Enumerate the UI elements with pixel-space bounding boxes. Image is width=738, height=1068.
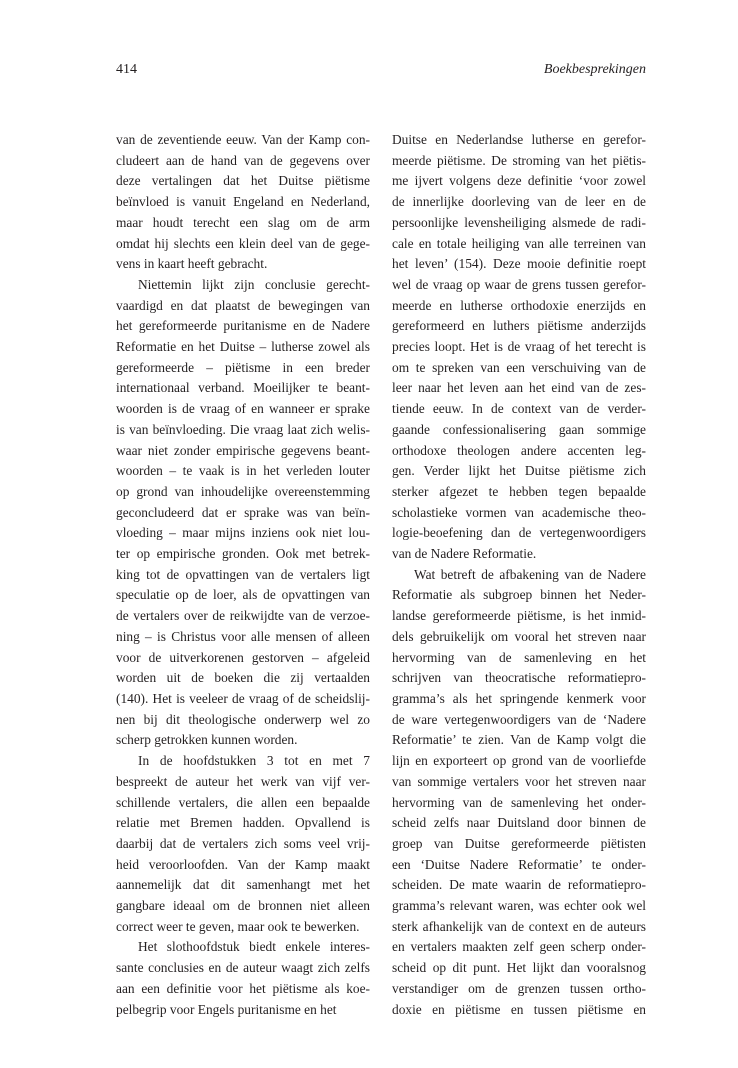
text-line: woorden is de vraag of en wanneer er sprake <box>116 401 370 417</box>
text-line: Het slothoofdstuk biedt enkele interes- <box>138 939 370 955</box>
text-line: nen bij dit theologische onderwerp wel zo <box>116 711 370 727</box>
text-line: het leven’ (154). Deze mooie definitie roept <box>392 256 646 272</box>
text-line: voor de uitverkorenen gestorven – afgeleid <box>116 649 370 665</box>
text-line: om te spreken van een verschuiving van de <box>392 359 646 375</box>
paragraph <box>116 751 370 937</box>
text-line: bespreekt de auteur het werk van vijf ver- <box>116 773 370 789</box>
text-line: pelbegrip voor Engels puritanisme en het <box>116 1001 337 1017</box>
text-line: wel de vraag op waar de grens tussen gerefor- <box>392 276 646 292</box>
text-line: verstandiger om de grenzen tussen ortho- <box>392 980 646 996</box>
text-line: gaande confessionalisering gaan sommige <box>392 421 646 437</box>
text-line: schillende vertalers, die allen een bepaalde <box>116 794 370 810</box>
text-line: tiende eeuw. In de context van de verder- <box>392 401 646 417</box>
text-line: dels gebruikelijk om vooral het streven naar <box>392 628 646 644</box>
text-line: de ware vertegenwoordigers van de ‘Nadere <box>392 711 646 727</box>
paragraph <box>392 130 646 565</box>
left-column <box>116 130 370 1020</box>
text-line: persoonlijke levensheiliging alsmede de radi- <box>392 214 646 230</box>
text-line: king tot de opvattingen van de vertalers ligt <box>116 566 370 582</box>
text-line: het gereformeerde puritanisme en de Nadere <box>116 318 370 334</box>
text-line: Wat betreft de afbakening van de Nadere <box>414 566 646 582</box>
text-line: gangbare ideaal om de bronnen niet alleen <box>116 898 370 914</box>
text-line: scheiden. De mate waarin de reformatiepro- <box>392 877 646 893</box>
text-line: de vertalers over de reikwijdte van de verzoe- <box>116 608 370 624</box>
text-line: beïnvloed is vanuit Engeland en Nederland, <box>116 194 370 210</box>
text-line: ning – is Christus voor alle mensen of alleen <box>116 628 370 644</box>
text-line: Reformatie en het Duitse – lutherse zowel als <box>116 339 370 355</box>
text-line: ter op empirische gronden. Ook met betrek- <box>116 546 370 562</box>
text-line: correct weer te geven, maar ook te bewerken. <box>116 918 360 934</box>
page-number: 414 <box>116 62 137 77</box>
text-line: Reformatie’ te zien. Van de Kamp volgt die <box>392 732 646 748</box>
text-line: de innerlijke doorleving van de leer en de <box>392 194 646 210</box>
text-line: gramma’s als het springende kenmerk voor <box>392 690 646 706</box>
text-line: daarbij dat de vertalers zich soms veel vrij- <box>116 835 370 851</box>
text-line: vaardigd en dat plaatst de bewegingen van <box>116 297 370 313</box>
text-line: sterk afhankelijk van de context en de auteurs <box>392 918 646 934</box>
text-line: worden uit de boeken die zij vertaalden <box>116 670 370 686</box>
text-line: heid veroorloofden. Van der Kamp maakt <box>116 856 370 872</box>
text-line: meerde piëtisme. De stroming van het piëtis- <box>392 152 646 168</box>
paragraph <box>116 275 370 751</box>
text-line: maar houdt terecht een slag om de arm <box>116 214 370 230</box>
text-line: relatie met Bremen hadden. Opvallend is <box>116 815 370 831</box>
text-line: een ‘Duitse Nadere Reformatie’ te onder- <box>392 856 646 872</box>
text-line: cale en totale heiliging van alle terreinen van <box>392 235 646 251</box>
text-line: sterker afgezet te hebben tegen bepaalde <box>392 483 646 499</box>
text-line: scholastieke vormen van academische theo- <box>392 504 646 520</box>
text-line: meerde en lutherse orthodoxie enerzijds en <box>392 297 646 313</box>
text-line: speculatie op de loer, als de opvattingen van <box>116 587 370 603</box>
text-line: me ijvert volgens deze definitie ‘voor zowel <box>392 173 646 189</box>
text-line: gen. Verder lijkt het Duitse piëtisme zich <box>392 463 646 479</box>
text-line: hervorming van de samenleving en het <box>392 649 646 665</box>
text-line: woorden – te vaak is in het verleden louter <box>116 463 370 479</box>
text-line: doxie en piëtisme en tussen piëtisme en <box>392 1001 646 1017</box>
text-line: van de Nadere Reformatie. <box>392 546 537 562</box>
text-line: van sommige vertalers voor het streven naar <box>392 773 646 789</box>
paragraph <box>392 565 646 1020</box>
text-line: aannemelijk dat dit samenhangt met het <box>116 877 370 893</box>
right-column <box>392 130 646 1020</box>
text-line: orthodoxe theologen andere accenten leg- <box>392 442 646 458</box>
text-line: scherp getrokken kunnen worden. <box>116 732 298 748</box>
paragraph <box>116 130 370 275</box>
text-line: omdat hij slechts een klein deel van de gege- <box>116 235 370 251</box>
text-line: internationaal verband. Moeilijker te beant- <box>116 380 370 396</box>
text-line: leer naar het leven aan het eind van de zes- <box>392 380 646 396</box>
text-line: cludeert aan de hand van de gegevens over <box>116 152 370 168</box>
text-line: logie-beoefening dan de vertegenwoordigers <box>392 525 646 541</box>
text-line: gramma’s relevant waren, was echter ook wel <box>392 898 646 914</box>
text-line: op grond van inhoudelijke overeenstemming <box>116 483 370 499</box>
running-head: Boekbesprekingen <box>543 62 646 77</box>
text-line: aan een definitie voor het piëtisme als koe- <box>116 980 370 996</box>
text-line: In de hoofdstukken 3 tot en met 7 <box>138 753 370 769</box>
text-line: deze vertalingen dat het Duitse piëtisme <box>116 173 370 189</box>
text-line: hervorming van de samenleving het onder- <box>392 794 646 810</box>
text-line: sante conclusies en de auteur waagt zich zelfs <box>116 960 370 976</box>
text-line: Duitse en Nederlandse lutherse en gerefor- <box>392 132 646 147</box>
text-line: gereformeerde – piëtisme in een breder <box>116 359 370 375</box>
text-line: Reformatie als subgroep binnen het Neder- <box>392 587 646 603</box>
paragraph <box>116 937 370 1020</box>
text-line: vloeding – maar mijns inziens ook niet lou- <box>116 525 370 541</box>
text-line: precies loopt. Het is de vraag of het terecht is <box>392 339 646 355</box>
text-line: van de zeventiende eeuw. Van der Kamp con- <box>116 132 370 147</box>
text-line: gereformeerd en luthers piëtisme anderzijds <box>392 318 646 334</box>
text-line: geconcludeerd dat er sprake was van beïn- <box>116 504 370 520</box>
text-line: is van beïnvloeding. Die vraag laat zich welis- <box>116 421 370 437</box>
text-line: schrijven van theocratische reformatiepro- <box>392 670 646 686</box>
text-line: Niettemin lijkt zijn conclusie gerecht- <box>138 276 370 292</box>
text-line: waar niet zonder empirische gegevens beant- <box>116 442 370 458</box>
text-line: en vertalers maakten zelf geen scherp onder- <box>392 939 646 955</box>
text-line: lijn en exporteert op grond van de voorliefde <box>392 753 646 769</box>
text-line: landse gereformeerde piëtisme, is het inmid- <box>392 608 646 624</box>
text-line: scheid op dit punt. Het lijkt dan vooralsnog <box>392 960 646 976</box>
text-line: vens in kaart heeft gebracht. <box>116 256 268 272</box>
text-line: (140). Het is veeleer de vraag of de scheidslij- <box>116 690 370 706</box>
text-line: groep van Duitse gereformeerde piëtisten <box>392 835 646 851</box>
text-line: scheid zelfs naar Duitsland door binnen de <box>392 815 646 831</box>
